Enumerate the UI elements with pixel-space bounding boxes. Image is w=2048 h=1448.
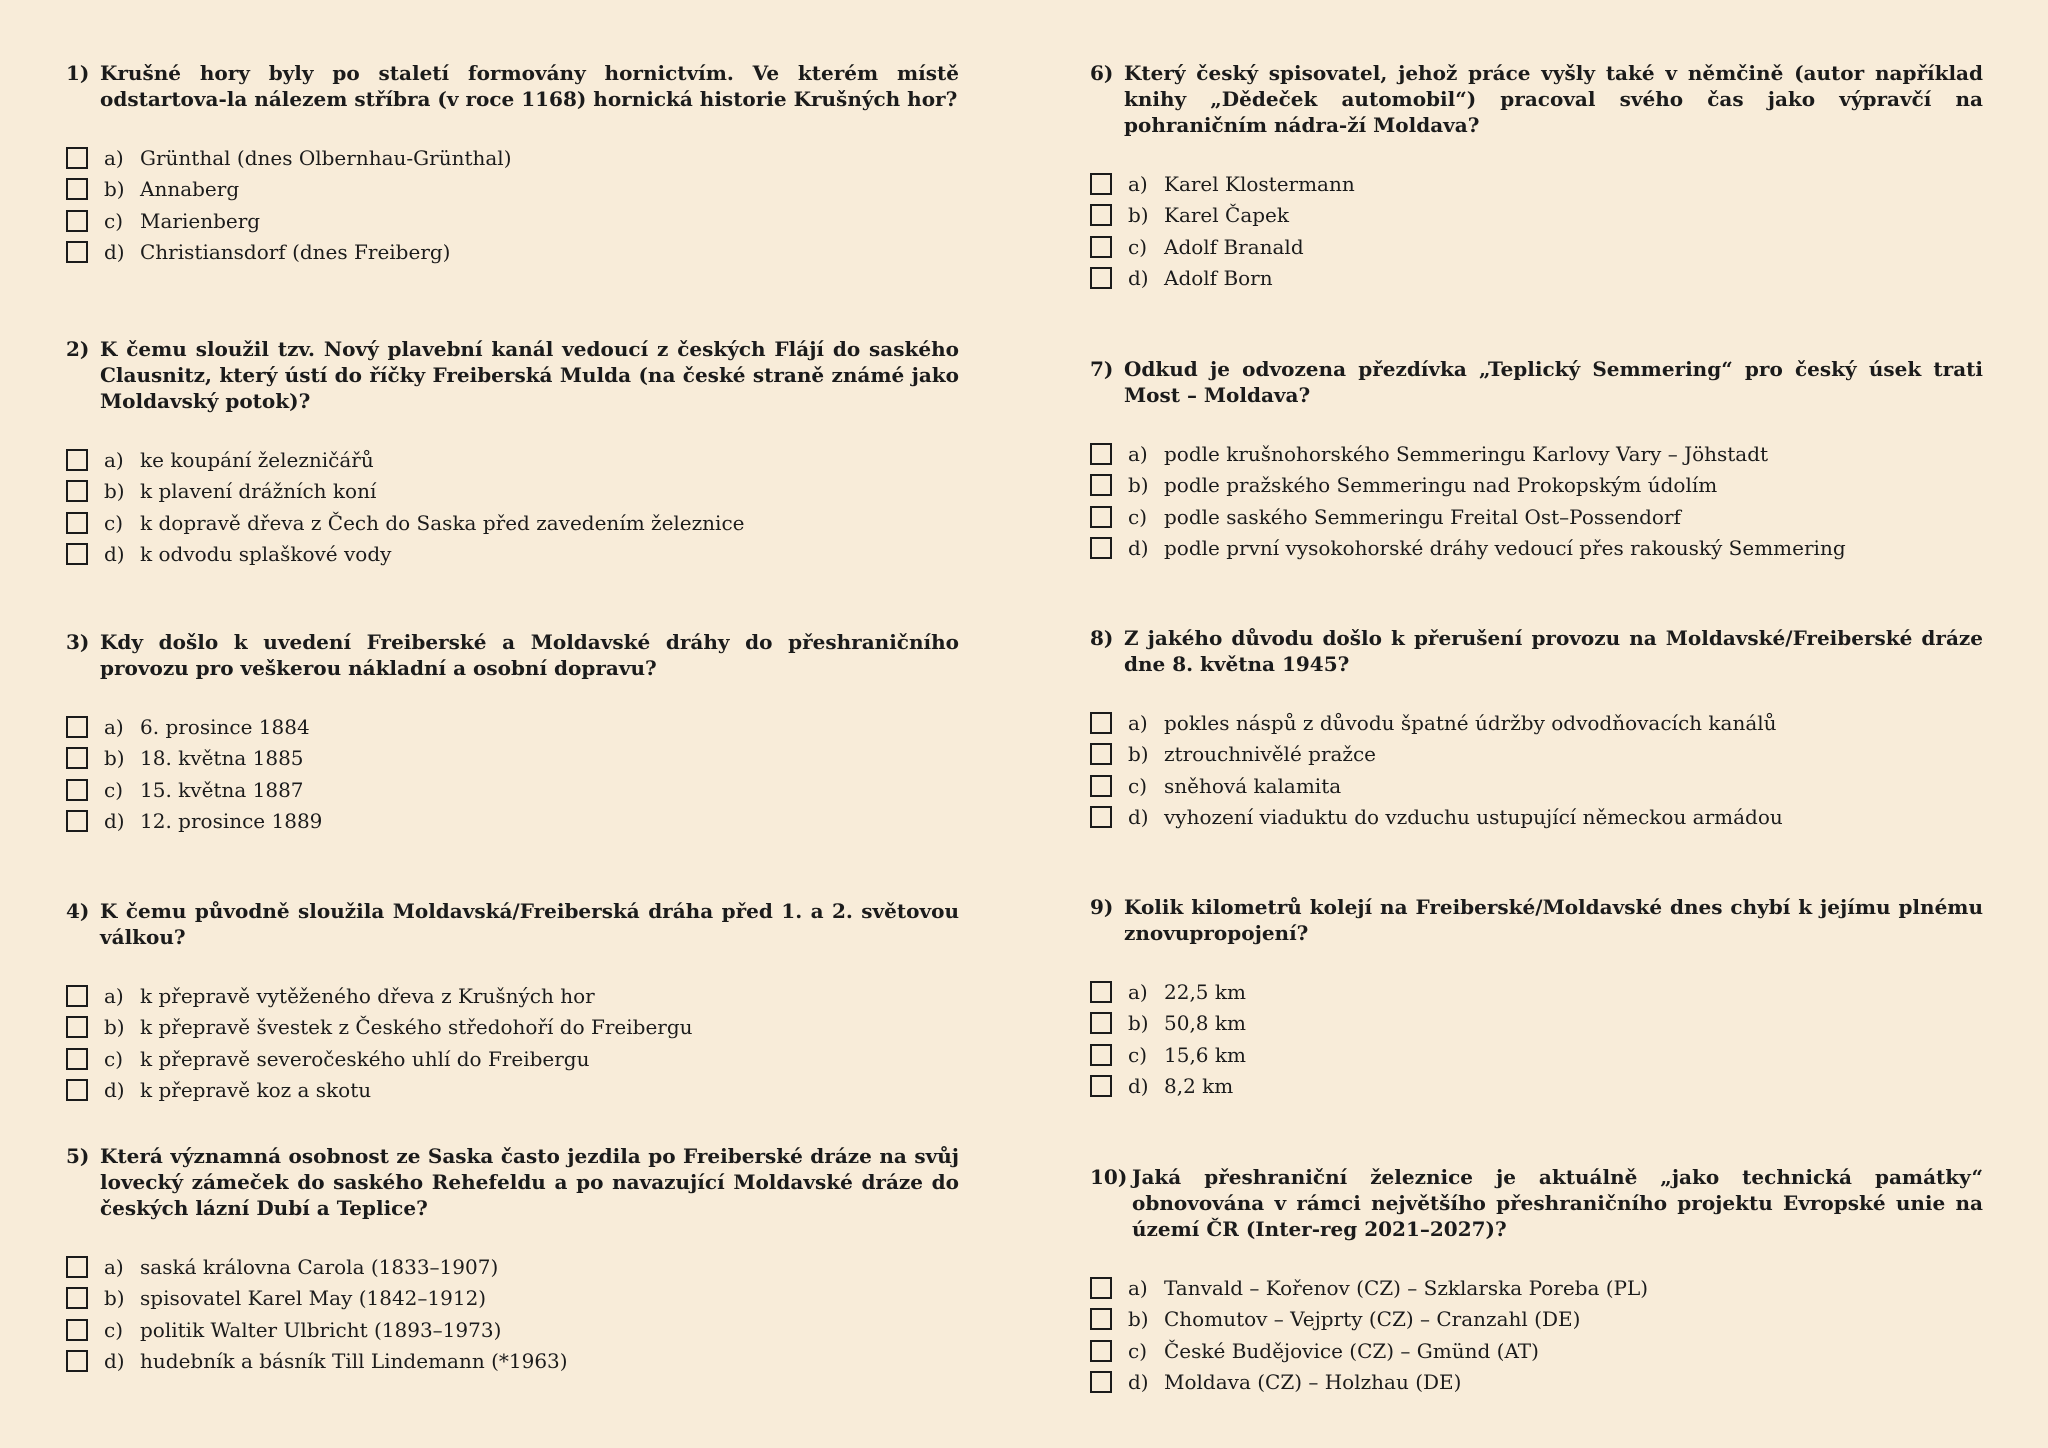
checkbox[interactable] [1090, 537, 1112, 559]
checkbox[interactable] [1090, 806, 1112, 828]
question-text: Jaká přeshraniční železnice je aktuálně „jako technická památky“ obnovována v rámci největšího přeshraničního projektu Evropské unie na území ČR (Inter-reg 2021–2027)? [1132, 1165, 1983, 1241]
question-6 [1090, 60, 1983, 310]
answer-option[interactable] [1090, 263, 1983, 295]
option-letter: d) [104, 809, 125, 834]
option-text: podle saského Semmeringu Freital Ost–Possendorf [1164, 504, 1681, 529]
option-letter: a) [104, 983, 124, 1008]
option-text: České Budějovice (CZ) – Gmünd (AT) [1164, 1338, 1539, 1363]
question-number: 6) [1090, 61, 1114, 85]
option-text: podle krušnohorského Semmeringu Karlovy Vary – Jöhstadt [1164, 441, 1769, 466]
question-1 [66, 60, 959, 284]
checkbox[interactable] [66, 1048, 88, 1070]
checkbox[interactable] [66, 480, 88, 502]
question-text: Která významná osobnost ze Saska často jezdila po Freiberské dráze na svůj lovecký zámeček do saského Rehefeldu a po navazující Moldavské dráze do českých lázní Dubí a Teplice? [100, 1144, 959, 1220]
option-letter: a) [104, 145, 124, 170]
option-letter: d) [104, 1078, 125, 1103]
checkbox[interactable] [66, 1319, 88, 1341]
checkbox[interactable] [66, 1287, 88, 1309]
option-letter: b) [104, 1015, 125, 1040]
answer-option[interactable] [66, 1314, 959, 1346]
answer-options [1090, 438, 1983, 564]
option-letter: b) [1128, 473, 1149, 498]
answer-option[interactable] [1090, 976, 1983, 1008]
checkbox[interactable] [66, 178, 88, 200]
checkbox[interactable] [66, 1079, 88, 1101]
answer-option[interactable] [1090, 533, 1983, 565]
option-letter: d) [1128, 266, 1149, 291]
answer-option[interactable] [1090, 1304, 1983, 1336]
question-header [1090, 60, 1983, 138]
option-letter: c) [1128, 234, 1148, 259]
option-text: spisovatel Karel May (1842–1912) [140, 1286, 487, 1311]
option-letter: d) [104, 1349, 125, 1374]
option-text: sněhová kalamita [1164, 773, 1342, 798]
answer-option[interactable] [1090, 1039, 1983, 1071]
answer-option[interactable] [66, 237, 959, 269]
option-text: k přepravě švestek z Českého středohoří do Freibergu [140, 1015, 693, 1040]
checkbox[interactable] [66, 241, 88, 263]
answer-option[interactable] [1090, 707, 1983, 739]
option-text: k odvodu splaškové vody [140, 542, 392, 567]
option-text: Marienberg [140, 208, 261, 233]
option-letter: c) [1128, 773, 1148, 798]
checkbox[interactable] [66, 779, 88, 801]
question-8 [1090, 625, 1983, 849]
option-letter: c) [104, 510, 124, 535]
option-text: Adolf Branald [1164, 234, 1304, 259]
answer-option[interactable] [1090, 802, 1983, 834]
question-header [66, 1143, 959, 1221]
checkbox[interactable] [66, 449, 88, 471]
option-text: Karel Klostermann [1164, 171, 1355, 196]
answer-option[interactable] [1090, 501, 1983, 533]
answer-option[interactable] [1090, 1008, 1983, 1040]
option-letter: b) [1128, 203, 1149, 228]
checkbox[interactable] [1090, 712, 1112, 734]
question-4 [66, 898, 959, 1122]
checkbox[interactable] [1090, 506, 1112, 528]
answer-option[interactable] [66, 1251, 959, 1283]
option-text: hudebník a básník Till Lindemann (*1963) [140, 1349, 568, 1374]
option-letter: a) [1128, 441, 1148, 466]
checkbox[interactable] [66, 716, 88, 738]
answer-option[interactable] [66, 205, 959, 237]
option-text: vyhození viaduktu do vzduchu ustupující německou armádou [1164, 805, 1783, 830]
answer-option[interactable] [66, 743, 959, 775]
option-letter: c) [104, 1317, 124, 1342]
checkbox[interactable] [1090, 236, 1112, 258]
answer-option[interactable] [66, 1283, 959, 1315]
option-text: Annaberg [140, 177, 240, 202]
question-header [66, 336, 959, 414]
answer-option[interactable] [1090, 770, 1983, 802]
answer-options [66, 980, 959, 1106]
answer-option[interactable] [66, 806, 959, 838]
answer-options [66, 1251, 959, 1377]
question-number: 5) [66, 1144, 90, 1168]
option-letter: a) [1128, 1275, 1148, 1300]
question-7 [1090, 356, 1983, 580]
answer-option[interactable] [66, 142, 959, 174]
answer-option[interactable] [66, 444, 959, 476]
option-letter: c) [104, 777, 124, 802]
answer-option[interactable] [66, 1012, 959, 1044]
answer-option[interactable] [1090, 200, 1983, 232]
answer-options [66, 444, 959, 570]
checkbox[interactable] [1090, 267, 1112, 289]
question-5 [66, 1143, 959, 1393]
checkbox[interactable] [66, 1350, 88, 1372]
answer-option[interactable] [66, 1346, 959, 1378]
question-header [1090, 894, 1983, 946]
option-text: 15. května 1887 [140, 777, 304, 802]
option-text: k přepravě koz a skotu [140, 1078, 372, 1103]
option-letter: b) [1128, 1011, 1149, 1036]
option-letter: a) [104, 714, 124, 739]
question-text: Z jakého důvodu došlo k přerušení provozu na Moldavské/Freiberské dráze dne 8. května 1945? [1124, 626, 1983, 676]
checkbox[interactable] [1090, 981, 1112, 1003]
answer-option[interactable] [66, 711, 959, 743]
option-letter: d) [104, 240, 125, 265]
option-text: podle první vysokohorské dráhy vedoucí přes rakouský Semmering [1164, 536, 1846, 561]
question-number: 10) [1090, 1165, 1128, 1189]
question-3 [66, 629, 959, 853]
question-header [66, 898, 959, 950]
option-text: Adolf Born [1164, 266, 1273, 291]
checkbox[interactable] [1090, 1371, 1112, 1393]
option-letter: d) [1128, 1370, 1149, 1395]
answer-option[interactable] [66, 507, 959, 539]
answer-option[interactable] [1090, 739, 1983, 771]
option-letter: c) [1128, 504, 1148, 529]
option-letter: d) [1128, 1074, 1149, 1099]
checkbox[interactable] [1090, 1044, 1112, 1066]
answer-options [66, 711, 959, 837]
option-letter: d) [1128, 536, 1149, 561]
question-number: 9) [1090, 895, 1114, 919]
checkbox[interactable] [66, 147, 88, 169]
checkbox[interactable] [66, 210, 88, 232]
option-letter: b) [104, 479, 125, 504]
question-text: K čemu původně sloužila Moldavská/Freiberská dráha před 1. a 2. světovou válkou? [100, 899, 959, 949]
checkbox[interactable] [1090, 1277, 1112, 1299]
answer-option[interactable] [66, 1043, 959, 1075]
option-letter: a) [1128, 171, 1148, 196]
question-text: Odkud je odvozena přezdívka „Teplický Semmering“ pro český úsek trati Most – Moldava? [1124, 357, 1983, 407]
option-text: ke koupání železničářů [140, 447, 374, 472]
question-text: K čemu sloužil tzv. Nový plavební kanál vedoucí z českých Flájí do saského Clausnitz, který ústí do říčky Freiberská Mulda (na české straně známé jako Moldavský potok)? [100, 337, 959, 413]
question-header [66, 60, 959, 112]
option-text: 8,2 km [1164, 1074, 1234, 1099]
checkbox[interactable] [1090, 204, 1112, 226]
option-text: Christiansdorf (dnes Freiberg) [140, 240, 451, 265]
option-letter: b) [104, 746, 125, 771]
option-letter: d) [1128, 805, 1149, 830]
question-number: 7) [1090, 357, 1114, 381]
checkbox[interactable] [1090, 443, 1112, 465]
option-letter: b) [104, 177, 125, 202]
option-text: podle pražského Semmeringu nad Prokopským údolím [1164, 473, 1718, 498]
answer-options [1090, 976, 1983, 1102]
question-number: 2) [66, 337, 90, 361]
question-number: 1) [66, 61, 90, 85]
answer-options [1090, 168, 1983, 294]
checkbox[interactable] [1090, 1012, 1112, 1034]
option-text: saská královna Carola (1833–1907) [140, 1254, 499, 1279]
option-text: Moldava (CZ) – Holzhau (DE) [1164, 1370, 1462, 1395]
question-9 [1090, 894, 1983, 1118]
option-text: Chomutov – Vejprty (CZ) – Cranzahl (DE) [1164, 1307, 1581, 1332]
option-text: k plavení drážních koní [140, 479, 377, 504]
option-text: Tanvald – Kořenov (CZ) – Szklarska Poreba (PL) [1164, 1275, 1649, 1300]
answer-option[interactable] [1090, 231, 1983, 263]
option-letter: b) [1128, 1307, 1149, 1332]
question-10 [1090, 1164, 1983, 1414]
answer-option[interactable] [1090, 1335, 1983, 1367]
option-letter: a) [104, 1254, 124, 1279]
answer-option[interactable] [1090, 1071, 1983, 1103]
answer-option[interactable] [1090, 470, 1983, 502]
checkbox[interactable] [1090, 173, 1112, 195]
question-text: Krušné hory byly po staletí formovány hornictvím. Ve kterém místě odstartova-la nálezem stříbra (v roce 1168) hornická historie Krušných hor? [100, 61, 959, 111]
question-number: 8) [1090, 626, 1114, 650]
option-text: 12. prosince 1889 [140, 809, 323, 834]
question-2 [66, 336, 959, 586]
question-header [66, 629, 959, 681]
answer-options [1090, 707, 1983, 833]
option-letter: c) [104, 208, 124, 233]
option-text: Karel Čapek [1164, 203, 1289, 228]
answer-option[interactable] [66, 980, 959, 1012]
question-text: Který český spisovatel, jehož práce vyšly také v němčině (autor například knihy „Dědeček automobil“) pracoval svého čas jako výpravčí na pohraničním nádra-ží Moldava? [1124, 61, 1983, 137]
answer-option[interactable] [1090, 1367, 1983, 1399]
option-letter: c) [1128, 1338, 1148, 1363]
option-letter: b) [1128, 742, 1149, 767]
checkbox[interactable] [66, 543, 88, 565]
question-text: Kdy došlo k uvedení Freiberské a Moldavské dráhy do přeshraničního provozu pro veškerou nákladní a osobní dopravu? [100, 630, 959, 680]
question-header [1090, 356, 1983, 408]
option-letter: b) [104, 1286, 125, 1311]
question-header [1090, 625, 1983, 677]
answer-option[interactable] [1090, 1272, 1983, 1304]
question-number: 4) [66, 899, 90, 923]
checkbox[interactable] [1090, 743, 1112, 765]
answer-options [1090, 1272, 1983, 1398]
option-letter: c) [104, 1046, 124, 1071]
checkbox[interactable] [66, 985, 88, 1007]
answer-option[interactable] [66, 174, 959, 206]
checkbox[interactable] [66, 1016, 88, 1038]
answer-option[interactable] [1090, 168, 1983, 200]
option-text: 6. prosince 1884 [140, 714, 310, 739]
option-letter: d) [104, 542, 125, 567]
checkbox[interactable] [66, 810, 88, 832]
option-text: 18. května 1885 [140, 746, 304, 771]
option-text: 22,5 km [1164, 979, 1246, 1004]
option-text: k přepravě vytěženého dřeva z Krušných hor [140, 983, 595, 1008]
option-letter: a) [104, 447, 124, 472]
option-text: 15,6 km [1164, 1042, 1246, 1067]
answer-option[interactable] [66, 476, 959, 508]
option-text: politik Walter Ulbricht (1893–1973) [140, 1317, 502, 1342]
answer-option[interactable] [66, 1075, 959, 1107]
checkbox[interactable] [1090, 1308, 1112, 1330]
option-letter: a) [1128, 710, 1148, 735]
checkbox[interactable] [66, 1256, 88, 1278]
checkbox[interactable] [66, 512, 88, 534]
option-text: Grünthal (dnes Olbernhau-Grünthal) [140, 145, 512, 170]
checkbox[interactable] [66, 747, 88, 769]
question-number: 3) [66, 630, 90, 654]
option-text: k přepravě severočeského uhlí do Freibergu [140, 1046, 590, 1071]
option-text: ztrouchnivělé pražce [1164, 742, 1377, 767]
checkbox[interactable] [1090, 1075, 1112, 1097]
option-text: pokles náspů z důvodu špatné údržby odvodňovacích kanálů [1164, 710, 1777, 735]
answer-options [66, 142, 959, 268]
answer-option[interactable] [66, 774, 959, 806]
checkbox[interactable] [1090, 775, 1112, 797]
option-letter: a) [1128, 979, 1148, 1004]
option-text: k dopravě dřeva z Čech do Saska před zavedením železnice [140, 510, 745, 535]
answer-option[interactable] [1090, 438, 1983, 470]
answer-option[interactable] [66, 539, 959, 571]
question-text: Kolik kilometrů kolejí na Freiberské/Moldavské dnes chybí k jejímu plnému znovupropojení? [1124, 895, 1983, 945]
checkbox[interactable] [1090, 474, 1112, 496]
question-header [1090, 1164, 1983, 1242]
option-letter: c) [1128, 1042, 1148, 1067]
checkbox[interactable] [1090, 1340, 1112, 1362]
option-text: 50,8 km [1164, 1011, 1246, 1036]
